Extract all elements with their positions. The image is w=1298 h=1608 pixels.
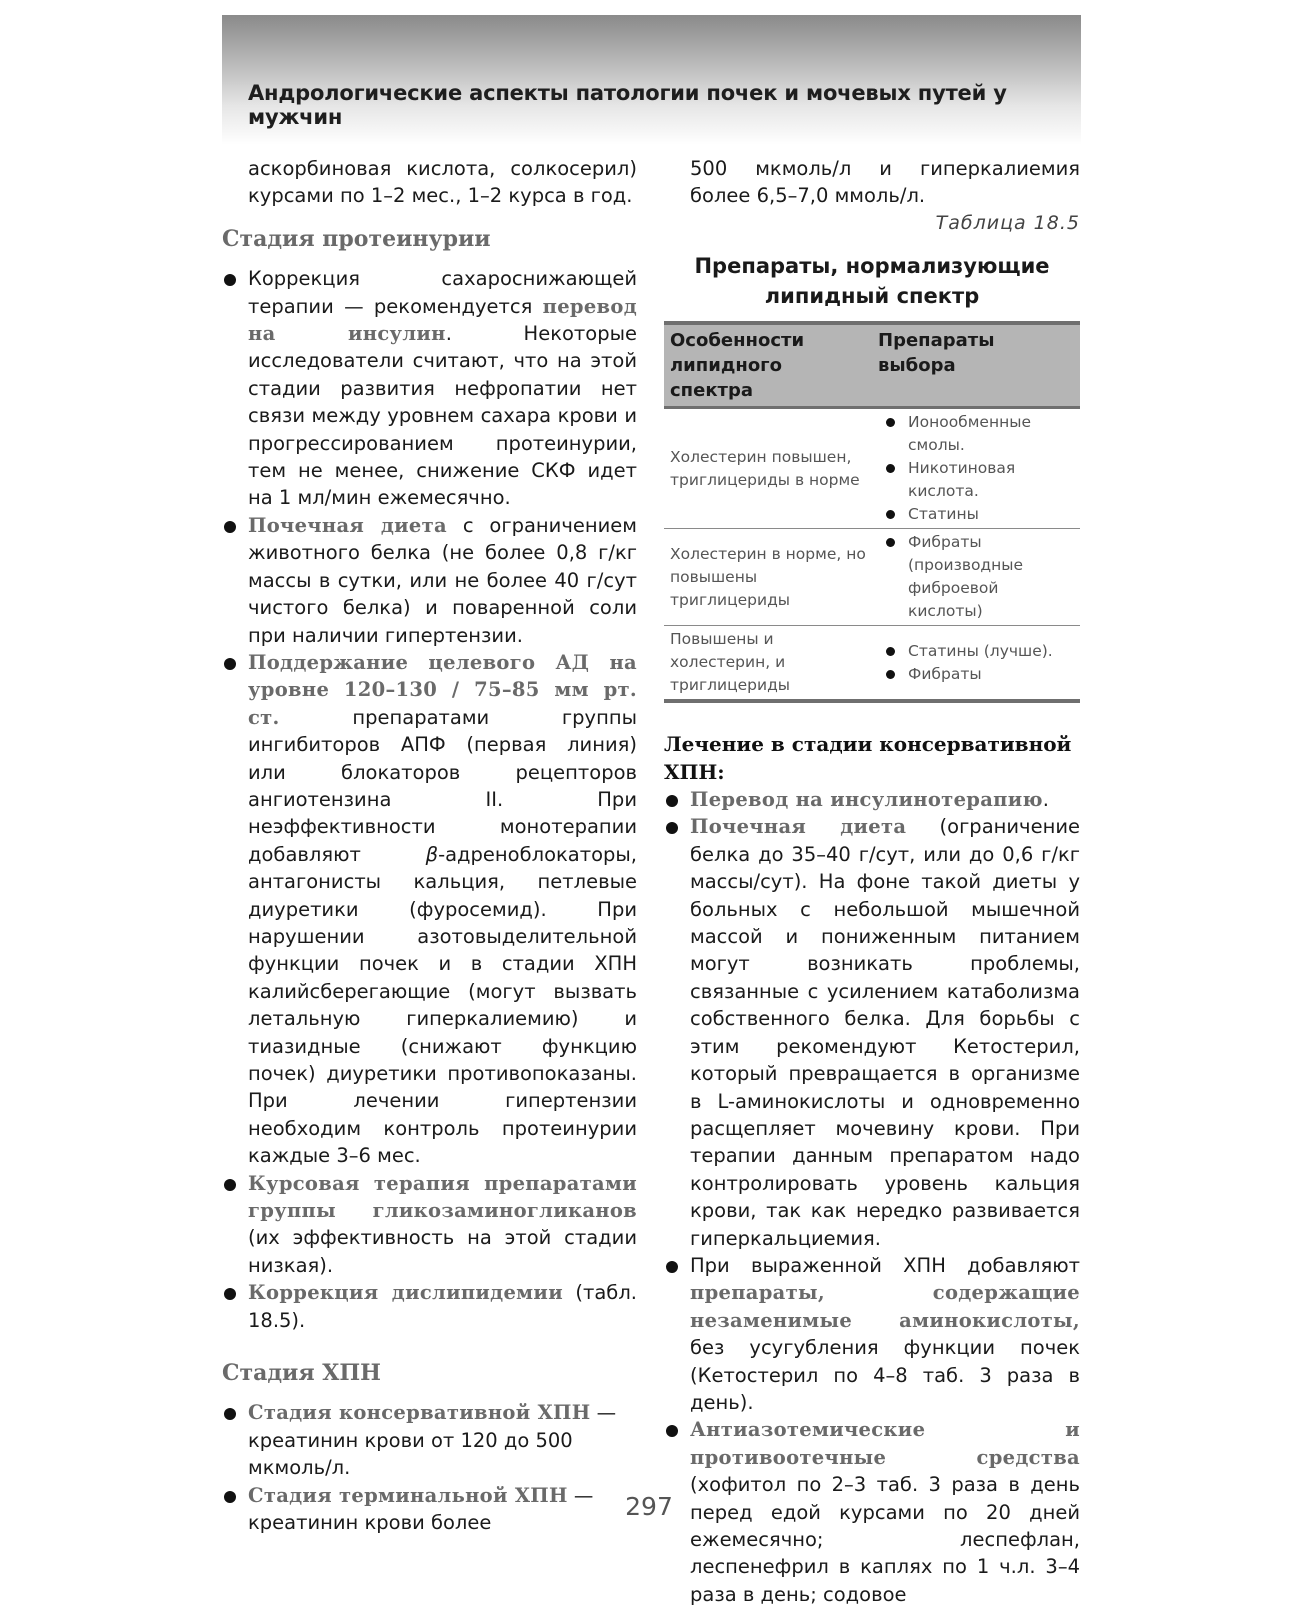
- header-title: Андрологические аспекты патологии почек и мочевых путей у мужчин: [248, 81, 1007, 129]
- highlight-term: Курсовая терапия препаратами группы гликозаминогликанов: [248, 1171, 637, 1223]
- table-cell-drugs: [872, 626, 1080, 702]
- highlight-term: перевод на инсулин: [248, 294, 637, 346]
- list-item: Антиазотемические и противоотечные средства (хофитол по 2–3 таб. 3 раза в день перед едой курсами по 20 дней ежемесячно; леспефлан, леспенефрил в каплях по 1 ч.л. 3–4 раза в день; содовое: [664, 1416, 1080, 1608]
- drug-item: Никотиновая кислота.: [878, 457, 1074, 503]
- table-caption: Таблица 18.5: [935, 211, 1080, 234]
- highlight-term: Стадия терминальной ХПН: [248, 1483, 568, 1507]
- highlight-term: Поддержание целевого АД на уровне 120–130 / 75–85 мм рт. ст.: [248, 650, 637, 729]
- drug-item: Фибраты (производные фиброевой кислоты): [878, 531, 1074, 623]
- table-cell-drugs: [872, 408, 1080, 529]
- right-column: [664, 155, 1080, 1608]
- running-header: [222, 15, 1081, 145]
- intro-paragraph: аскорбиновая кислота, солкосерил) курсами по 1–2 мес., 1–2 курса в год.: [248, 157, 637, 208]
- highlight-term: Антиазотемические и противоотечные средства: [690, 1418, 1080, 1469]
- table-header-feature: Особенности липидного спектра: [664, 323, 872, 408]
- table-title: Препараты, нормализующие липидный спектр: [694, 254, 1050, 309]
- continued-paragraph: 500 мкмоль/л и гиперкалиемия более 6,5–7,0 ммоль/л.: [690, 157, 1080, 208]
- drug-item: Ионообменные смолы.: [878, 411, 1074, 457]
- list-item: Стадия консервативной ХПН — креатинин крови от 120 до 500 мкмоль/л.: [222, 1399, 637, 1481]
- list-item: Курсовая терапия препаратами группы гликозаминогликанов (их эффективность на этой стадии низкая).: [222, 1170, 637, 1280]
- page-number: 297: [625, 1492, 673, 1521]
- highlight-term: Стадия консервативной ХПН: [248, 1401, 591, 1425]
- highlight-term: препараты, содержащие незаменимые аминокислоты,: [690, 1281, 1080, 1332]
- drug-item: Статины (лучше).: [878, 640, 1074, 663]
- section-heading-proteinuria: Стадия протеинурии: [222, 225, 491, 252]
- table-row: [664, 408, 1080, 529]
- table-row: [664, 626, 1080, 702]
- lipid-table: [664, 321, 1080, 703]
- list-item: Почечная диета с ограничением животного белка (не более 0,8 г/кг массы в сутки, или не более 40 г/сут чистого белка) и поваренной соли при наличии гипертензии.: [222, 512, 637, 649]
- drug-item: Статины: [878, 503, 1074, 526]
- list-item: Стадия терминальной ХПН — креатинин крови более: [222, 1482, 637, 1537]
- section-heading-ckd: Стадия ХПН: [222, 1360, 381, 1387]
- list-item: Почечная диета (ограничение белка до 35–40 г/сут, или до 0,6 г/кг массы/сут). На фоне такой диеты у больных с небольшой мышечной массой и пониженным питанием могут возникать проблемы, связанные с усилением катаболизма собственного белка. Для борьбы с этим рекомендуют Кетостерил, который превращается в организме в L-аминокислоты и одновременно расщепляет мочевину крови. При терапии данным препаратом надо контролировать уровень кальция крови, так как нередко развивается гиперкальциемия.: [664, 813, 1080, 1252]
- table-cell-feature: Повышены и холестерин, и триглицериды: [664, 626, 872, 702]
- list-item: Коррекция сахароснижающей терапии — рекомендуется перевод на инсулин. Некоторые исследователи считают, что на этой стадии развития нефропатии нет связи между уровнем сахара крови и прогрессированием протеинурии, тем не менее, снижение СКФ идет на 1 мл/мин ежемесячно.: [222, 265, 637, 512]
- highlight-term: Почечная диета: [248, 513, 447, 537]
- beta-symbol: β: [425, 842, 439, 866]
- table-cell-feature: Холестерин повышен, триглицериды в норме: [664, 408, 872, 529]
- table-cell-drugs: [872, 529, 1080, 626]
- highlight-term: Коррекция дислипидемии: [248, 1281, 563, 1305]
- list-item: Перевод на инсулинотерапию.: [664, 786, 1080, 813]
- list-item: Коррекция дислипидемии (табл. 18.5).: [222, 1279, 637, 1334]
- table-row: [664, 529, 1080, 626]
- highlight-term: Перевод на инсулинотерапию: [690, 788, 1043, 812]
- table-cell-feature: Холестерин в норме, но повышены триглицериды: [664, 529, 872, 626]
- table-header-drugs: Препараты выбора: [872, 323, 1080, 408]
- list-item: При выраженной ХПН добавляют препараты, содержащие незаменимые аминокислоты, без усугубления функции почек (Кетостерил по 4–8 таб. 3 раза в день).: [664, 1252, 1080, 1416]
- list-item: Поддержание целевого АД на уровне 120–130 / 75–85 мм рт. ст. препаратами группы ингибиторов АПФ (первая линия) или блокаторов рецепторов ангиотензина II. При неэффективности монотерапии добавляют β-адреноблокаторы, антагонисты кальция, петлевые диуретики (фуросемид). При нарушении азотовыделительной функции почек и в стадии ХПН калийсберегающие (могут вызвать летальную гиперкалиемию) и тиазидные (снижают функцию почек) диуретики противопоказаны. При лечении гипертензии необходим контроль протеинурии каждые 3–6 мес.: [222, 649, 637, 1170]
- treatment-heading: Лечение в стадии консервативной ХПН:: [664, 732, 1072, 784]
- drug-item: Фибраты: [878, 663, 1074, 686]
- left-column: [222, 155, 637, 1537]
- highlight-term: Почечная диета: [690, 815, 907, 839]
